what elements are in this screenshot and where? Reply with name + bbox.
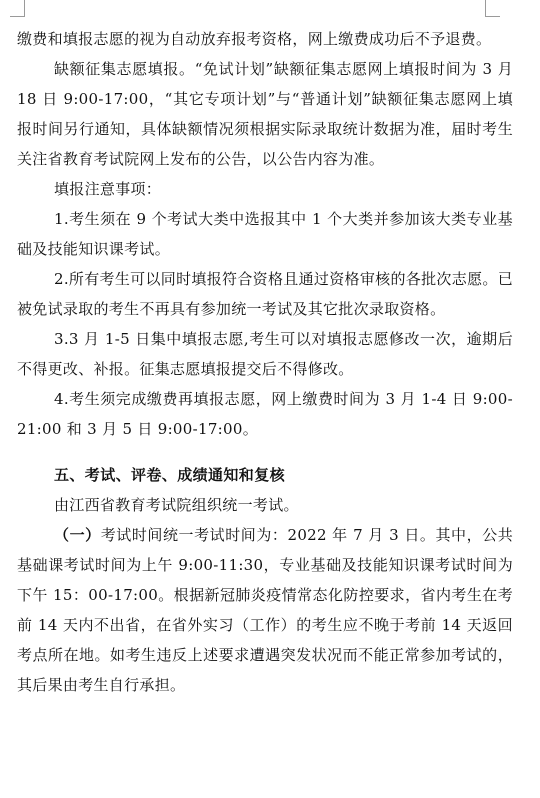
- paragraph-fee-notice: 缴费和填报志愿的视为自动放弃报考资格，网上缴费成功后不予退费。: [17, 30, 492, 48]
- page-corner-mark-left: [10, 0, 25, 17]
- document-body: [17, 24, 513, 700]
- paragraph-note-1: 1.考生须在 9 个考试大类中选报其中 1 个大类并参加该大类专业基础及技能知识课考试。: [17, 210, 513, 258]
- paragraph-note-4: 4.考生须完成缴费再填报志愿，网上缴费时间为 3 月 1-4 日 9:00-21:00 和 3 月 5 日 9:00-17:00。: [17, 390, 513, 438]
- subsection-exam-time: [17, 520, 513, 700]
- section-intro: 由江西省教育考试院组织统一考试。: [54, 496, 299, 514]
- paragraph-supplementary-application: 缺额征集志愿填报。“免试计划”缺额征集志愿网上填报时间为 3 月 18 日 9:00-17:00，“其它专项计划”与“普通计划”缺额征集志愿网上填报时间另行通知，具体缺额情况须根据实际录取统计数据为准，届时考生关注省教育考试院网上发布的公告，以公告内容为准。: [17, 60, 513, 168]
- paragraph-notes-title: 填报注意事项：: [54, 180, 162, 198]
- paragraph-note-3: 3.3 月 1-5 日集中填报志愿,考生可以对填报志愿修改一次，逾期后不得更改、补报。征集志愿填报提交后不得修改。: [17, 330, 513, 378]
- subsection-label: （一）: [54, 526, 101, 544]
- subsection-text: 考试时间统一考试时间为：2022 年 7 月 3 日。其中，公共基础课考试时间为上午 9:00-11:30，专业基础及技能知识课考试时间为下午 15：00-17:00。根据新冠肺炎疫情常态化防控要求，省内考生在考前 14 天内不出省，在省外实习（工作）的考生应不晚于考前 14 天返回考点所在地。如考生违反上述要求遭遇突发状况而不能正常参加考试的，其后果由考生自行承担。: [17, 526, 514, 694]
- section-spacer: [17, 444, 513, 460]
- page-corner-mark-right: [485, 0, 500, 17]
- section-heading: 五、考试、评卷、成绩通知和复核: [54, 466, 286, 484]
- paragraph-note-2: 2.所有考生可以同时填报符合资格且通过资格审核的各批次志愿。已被免试录取的考生不再具有参加统一考试及其它批次录取资格。: [17, 270, 513, 318]
